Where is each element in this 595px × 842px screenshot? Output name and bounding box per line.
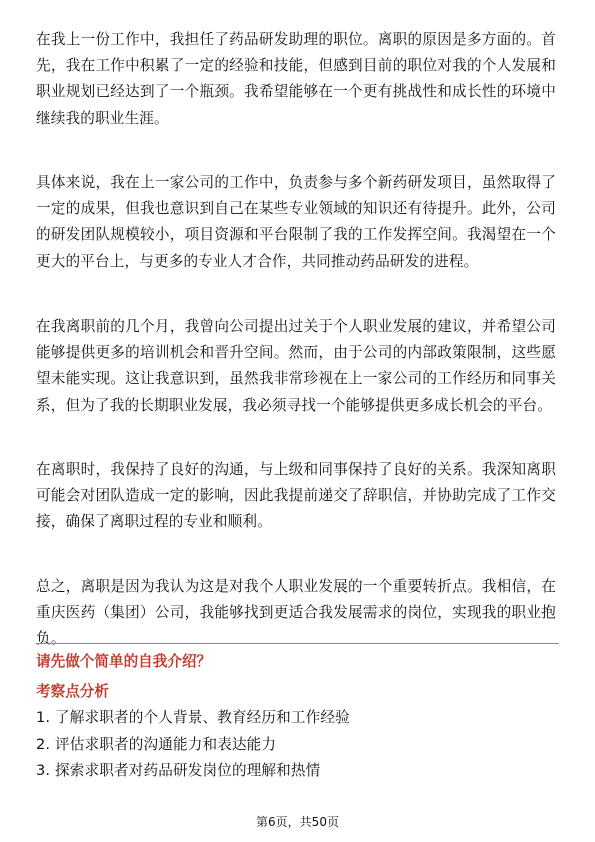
answer-paragraph-4: 在离职时，我保持了良好的沟通，与上级和同事保持了良好的关系。我深知离职可能会对团队造成一定的影响，因此我提前递交了辞职信，并协助完成了工作交接，确保了离职过程的专业和顺利。	[36, 461, 556, 531]
answer-paragraph-1: 在我上一份工作中，我担任了药品研发助理的职位。离职的原因是多方面的。首先，我在工作中积累了一定的经验和技能，但感到目前的职位对我的个人发展和职业规划已经达到了一个瓶颈。我希望能够在一个更有挑战性和成长性的环境中继续我的职业生涯。	[36, 31, 556, 127]
section-divider	[36, 643, 559, 644]
interview-question: 请先做个简单的自我介绍？	[36, 653, 212, 670]
answer-paragraph-5: 总之，离职是因为我认为这是对我个人职业发展的一个重要转折点。我相信，在重庆医药（集团）公司，我能够找到更适合我发展需求的岗位，实现我的职业抱负。	[36, 578, 556, 648]
analysis-item-1: 1. 了解求职者的个人背景、教育经历和工作经验	[36, 709, 350, 726]
answer-paragraph-3: 在我离职前的几个月，我曾向公司提出过关于个人职业发展的建议，并希望公司能够提供更多的培训机会和晋升空间。然而，由于公司的内部政策限制，这些愿望未能实现。这让我意识到，虽然我非常珍视在上一家公司的工作经历和同事关系，但为了我的长期职业发展，我必须寻找一个能够提供更多成长机会的平台。	[36, 318, 556, 414]
analysis-item-2: 2. 评估求职者的沟通能力和表达能力	[36, 735, 277, 753]
answer-paragraph-2: 具体来说，我在上一家公司的工作中，负责参与多个新药研发项目，虽然取得了一定的成果，但我也意识到自己在某些专业领域的知识还有待提升。此外，公司的研发团队规模较小，项目资源和平台限制了我的工作发挥空间。我渴望在一个更大的平台上，与更多的专业人才合作，共同推动药品研发的进程。	[36, 174, 556, 270]
analysis-item-3: 3. 探索求职者对药品研发岗位的理解和热情	[36, 762, 321, 779]
analysis-heading: 考察点分析	[36, 683, 109, 700]
analysis-list	[36, 705, 556, 785]
page-number-footer: 第6页，共50页	[256, 815, 339, 829]
